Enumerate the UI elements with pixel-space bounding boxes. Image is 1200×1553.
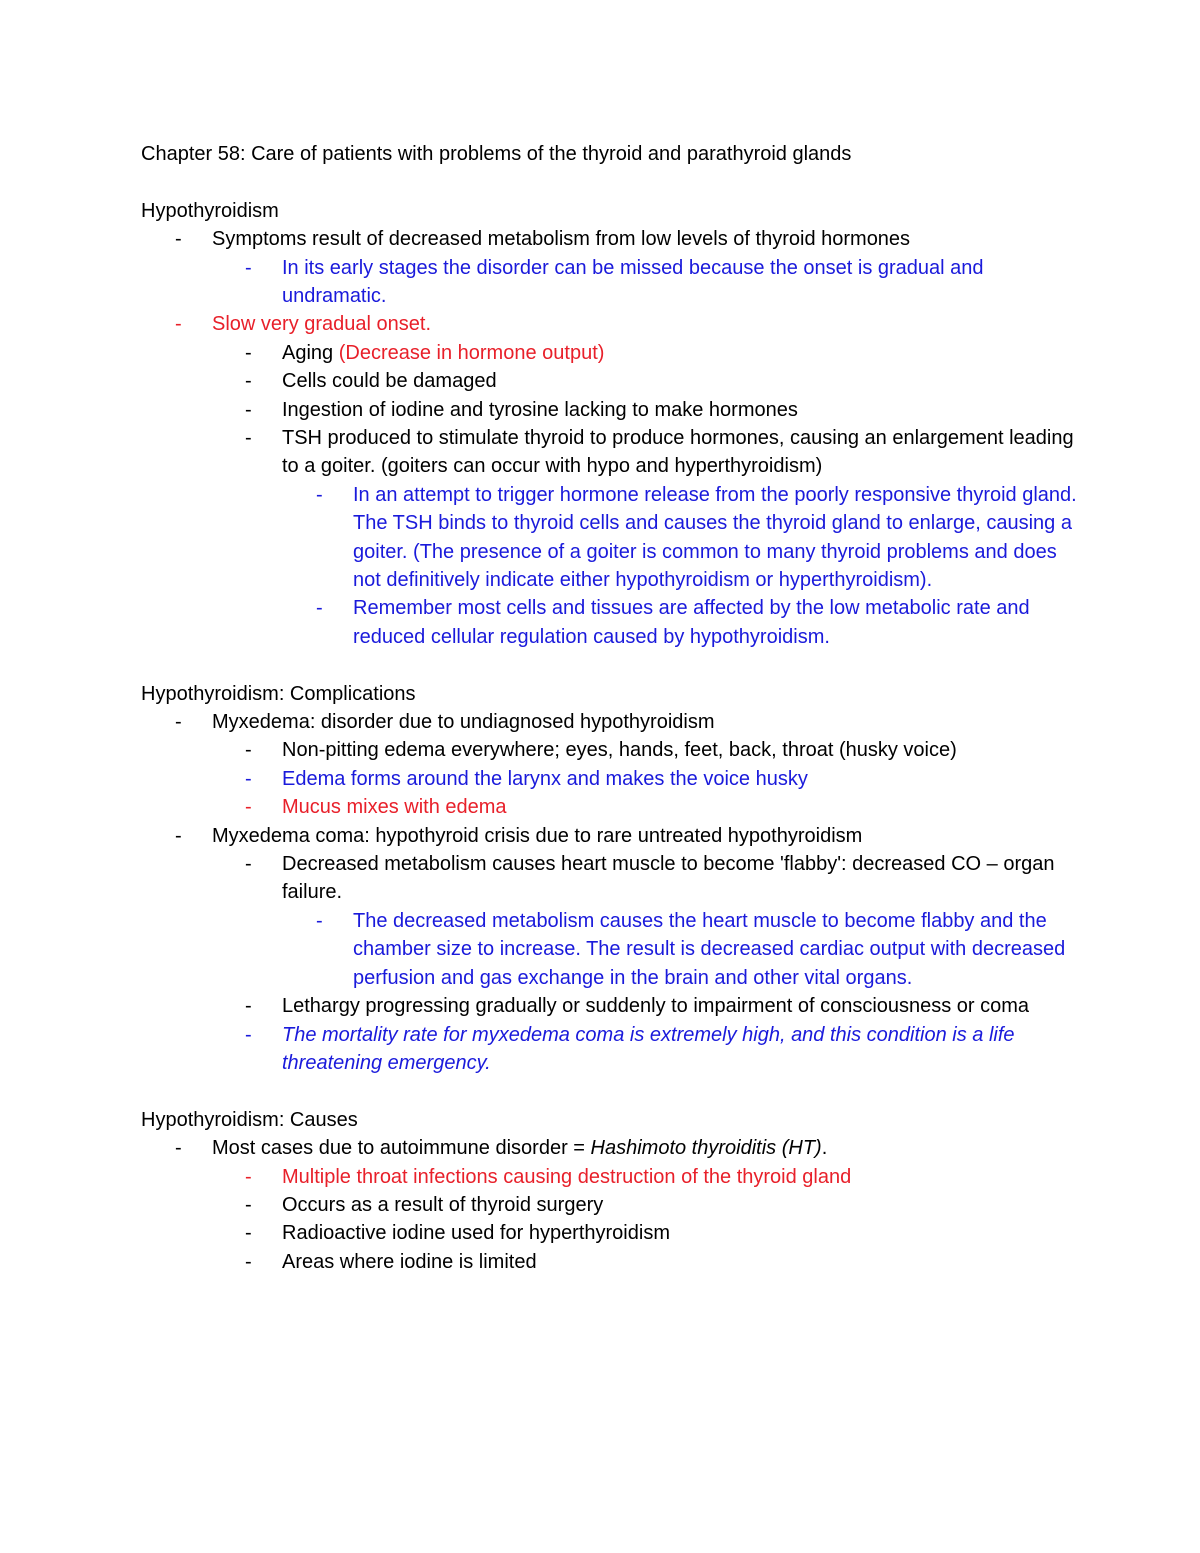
item-text: In its early stages the disorder can be missed because the onset is gradual and undramatic.: [282, 256, 984, 307]
list-item: [141, 594, 1081, 651]
list-item-text: [212, 1134, 1081, 1162]
bullet-dash: -: [245, 256, 252, 279]
list-item: [141, 225, 1081, 253]
list-item: [141, 1163, 1081, 1191]
bullet-dash: -: [245, 341, 252, 364]
list-item: [141, 396, 1081, 424]
bullet-dash: -: [245, 767, 252, 790]
list-item: [141, 310, 1081, 338]
list-item-text: [353, 594, 1081, 651]
list-item: [141, 1134, 1081, 1162]
item-text: TSH produced to stimulate thyroid to produce hormones, causing an enlargement leading to a goiter. (goiters can occur with hypo and hyperthyroidism): [282, 427, 1074, 478]
list-item: [141, 1191, 1081, 1219]
bullet-dash: -: [245, 739, 252, 762]
item-text: In an attempt to trigger hormone release from the poorly responsive thyroid gland. The TSH binds to thyroid cells and causes the thyroid gland to enlarge, causing a goiter. (The presence of a goiter is common to many thyroid problems and does not definitively indicate either hypothyroidism or hyperthyroidism).: [353, 483, 1077, 592]
item-text: Symptoms result of decreased metabolism from low levels of thyroid hormones: [212, 228, 911, 251]
list-item-text: [282, 1021, 1081, 1078]
bullet-dash: -: [245, 1165, 252, 1188]
section-heading: Hypothyroidism: Complications: [141, 682, 416, 705]
item-text: Cells could be damaged: [282, 370, 497, 393]
bullet-dash: -: [316, 909, 323, 932]
item-tail: .: [821, 1137, 828, 1160]
list-item: [141, 424, 1081, 481]
section: [141, 1106, 1081, 1276]
list-item-text: [282, 1219, 1081, 1247]
document-title: Chapter 58: Care of patients with problems of the thyroid and parathyroid glands: [141, 143, 852, 165]
list-item-text: [212, 225, 1081, 253]
bullet-dash: -: [245, 853, 252, 876]
bullet-dash: -: [245, 796, 252, 819]
list-item-text: [353, 481, 1081, 595]
section-heading: Hypothyroidism: Causes: [141, 1108, 358, 1131]
sections-container: [141, 197, 1081, 1276]
item-text: Slow very gradual onset.: [212, 313, 432, 336]
list-item: [141, 1248, 1081, 1276]
item-text: Myxedema coma: hypothyroid crisis due to rare untreated hypothyroidism: [212, 824, 863, 847]
list-item: [141, 822, 1081, 850]
item-text: Remember most cells and tissues are affected by the low metabolic rate and reduced cellular regulation caused by hypothyroidism.: [353, 597, 1030, 648]
list-item-text: [282, 254, 1081, 311]
bullet-dash: -: [245, 995, 252, 1018]
item-text: Mucus mixes with edema: [282, 796, 507, 819]
item-text: Decreased metabolism causes heart muscle to become 'flabby': decreased CO – organ failure.: [282, 853, 1055, 904]
bullet-dash: -: [245, 1023, 252, 1046]
item-annotation: (Decrease in hormone output): [338, 341, 605, 364]
item-text: Myxedema: disorder due to undiagnosed hypothyroidism: [212, 711, 715, 734]
list-item-text: [282, 992, 1081, 1020]
bullet-dash: -: [245, 398, 252, 421]
list-item-text: [282, 1191, 1081, 1219]
list-item-text: [212, 822, 1081, 850]
list-item-text: [282, 1163, 1081, 1191]
list-item: [141, 1219, 1081, 1247]
section: [141, 680, 1081, 1078]
document-content: [141, 140, 1081, 1305]
list-item: [141, 736, 1081, 764]
list-item-text: [282, 850, 1081, 907]
bullet-dash: -: [175, 1137, 182, 1160]
bullet-dash: -: [245, 427, 252, 450]
list-item: [141, 765, 1081, 793]
bullet-dash: -: [316, 597, 323, 620]
list-item: [141, 367, 1081, 395]
item-text: Edema forms around the larynx and makes the voice husky: [282, 767, 808, 790]
bullet-dash: -: [175, 824, 182, 847]
bullet-dash: -: [245, 1222, 252, 1245]
item-text: The mortality rate for myxedema coma is extremely high, and this condition is a life threatening emergency.: [282, 1023, 1015, 1074]
list-item: [141, 992, 1081, 1020]
item-text: Ingestion of iodine and tyrosine lacking to make hormones: [282, 398, 798, 421]
list-item-text: [282, 424, 1081, 481]
item-text: Radioactive iodine used for hyperthyroidism: [282, 1222, 670, 1245]
bullet-dash: -: [245, 1193, 252, 1216]
bullet-dash: -: [316, 483, 323, 506]
list-item-text: [212, 310, 1081, 338]
bullet-dash: -: [245, 370, 252, 393]
item-text: The decreased metabolism causes the heart muscle to become flabby and the chamber size to increase. The result is decreased cardiac output with decreased perfusion and gas exchange in the brain and other vital organs.: [353, 909, 1066, 989]
list-item-text: [282, 736, 1081, 764]
item-text: Non-pitting edema everywhere; eyes, hands, feet, back, throat (husky voice): [282, 739, 957, 762]
list-item: [141, 254, 1081, 311]
item-text: Lethargy progressing gradually or suddenly to impairment of consciousness or coma: [282, 995, 1030, 1018]
list-item: [141, 481, 1081, 595]
list-item-text: [282, 765, 1081, 793]
list-item: [141, 708, 1081, 736]
item-text: Multiple throat infections causing destruction of the thyroid gland: [282, 1165, 852, 1188]
list-item-text: [282, 793, 1081, 821]
item-text: Areas where iodine is limited: [282, 1250, 537, 1273]
item-emphasis: Hashimoto thyroiditis (HT): [590, 1137, 822, 1160]
item-text: Aging: [282, 341, 339, 364]
list-item-text: [353, 907, 1081, 992]
item-text: Occurs as a result of thyroid surgery: [282, 1193, 604, 1216]
bullet-dash: -: [175, 228, 182, 251]
list-item: [141, 850, 1081, 907]
list-item: [141, 907, 1081, 992]
section: [141, 197, 1081, 651]
list-item: [141, 793, 1081, 821]
list-item: [141, 339, 1081, 367]
list-item-text: [282, 1248, 1081, 1276]
list-item-text: [282, 396, 1081, 424]
bullet-dash: -: [175, 711, 182, 734]
bullet-dash: -: [245, 1250, 252, 1273]
list-item-text: [212, 708, 1081, 736]
bullet-dash: -: [175, 313, 182, 336]
section-heading: Hypothyroidism: [141, 199, 279, 222]
list-item: [141, 1021, 1081, 1078]
list-item-text: [282, 367, 1081, 395]
item-text: Most cases due to autoimmune disorder =: [212, 1137, 591, 1160]
list-item-text: [282, 339, 1081, 367]
